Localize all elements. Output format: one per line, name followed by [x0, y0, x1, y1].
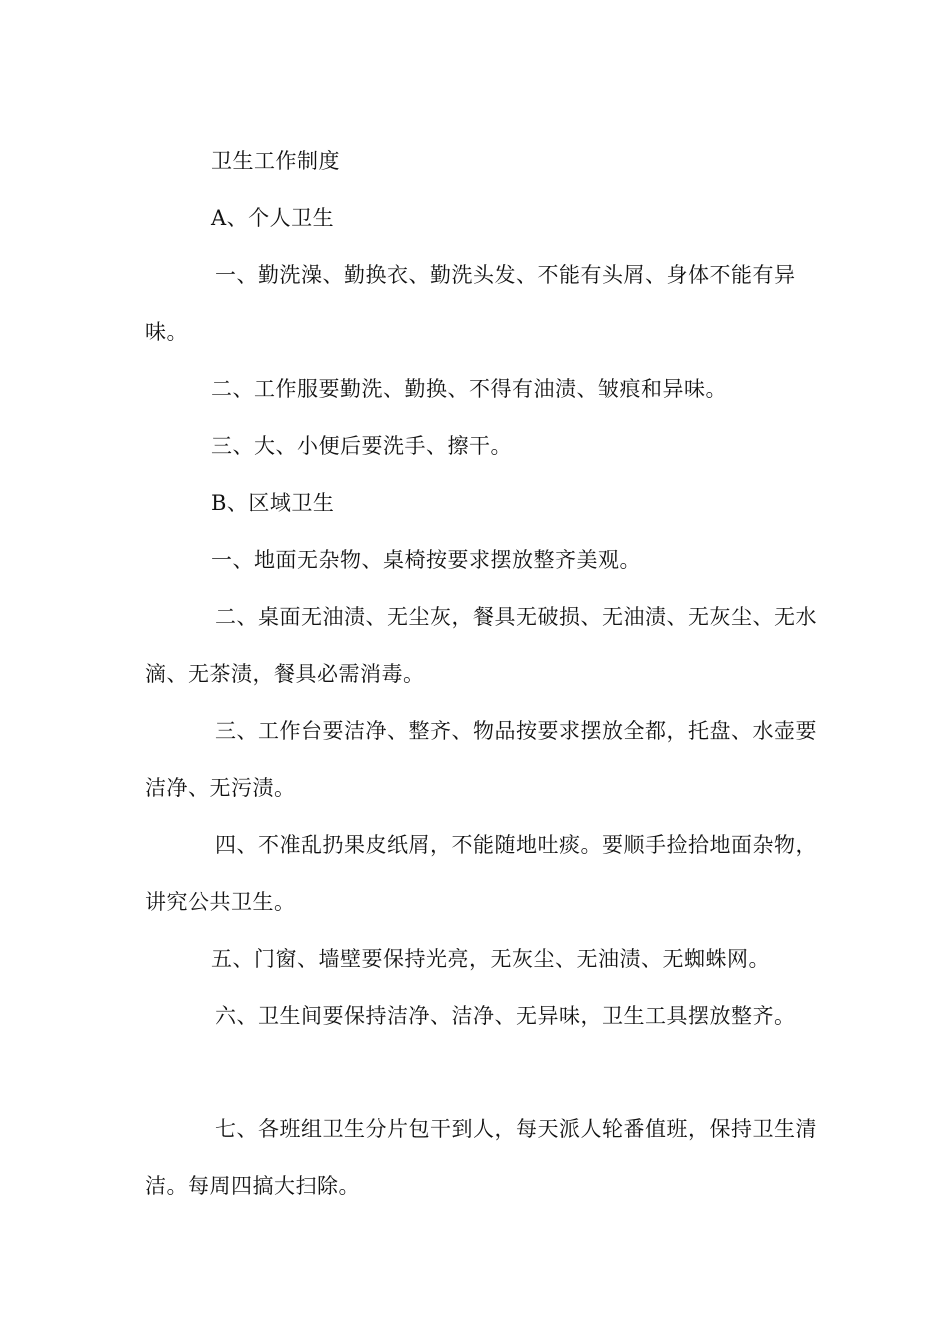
section-b-item-6: 六、卫生间要保持洁净、洁净、无异味，卫生工具摆放整齐。	[215, 1004, 796, 1028]
section-b-item-7: 七、各班组卫生分片包干到人，每天派人轮番值班，保持卫生清洁。每周四搞大扫除。	[145, 1117, 817, 1198]
section-heading-a: A、个人卫生	[211, 206, 335, 230]
section-a-item-3: 三、大、小便后要洗手、擦干。	[211, 434, 512, 458]
section-b-item-5: 五、门窗、墙壁要保持光亮，无灰尘、无油渍、无蜘蛛网。	[211, 947, 770, 971]
blank-line	[145, 1045, 825, 1101]
document-title: 卫生工作制度	[211, 149, 340, 173]
section-b-item-3: 三、工作台要洁净、整齐、物品按要求摆放全都，托盘、水壶要洁净、无污渍。	[145, 719, 817, 800]
section-b-item-2: 二、桌面无油渍、无尘灰，餐具无破损、无油渍、无灰尘、无水滴、无茶渍，餐具必需消毒。	[145, 605, 817, 686]
section-b-item-4: 四、不准乱扔果皮纸屑，不能随地吐痰。要顺手捡拾地面杂物，讲究公共卫生。	[145, 833, 817, 914]
section-heading-b: B、区域卫生	[211, 491, 335, 515]
section-b-item-1: 一、地面无杂物、桌椅按要求摆放整齐美观。	[211, 548, 641, 572]
section-a-item-1: 一、勤洗澡、勤换衣、勤洗头发、不能有头屑、身体不能有异味。	[145, 263, 796, 344]
document-body	[145, 133, 825, 1215]
section-a-item-2: 二、工作服要勤洗、勤换、不得有油渍、皱痕和异味。	[211, 377, 727, 401]
